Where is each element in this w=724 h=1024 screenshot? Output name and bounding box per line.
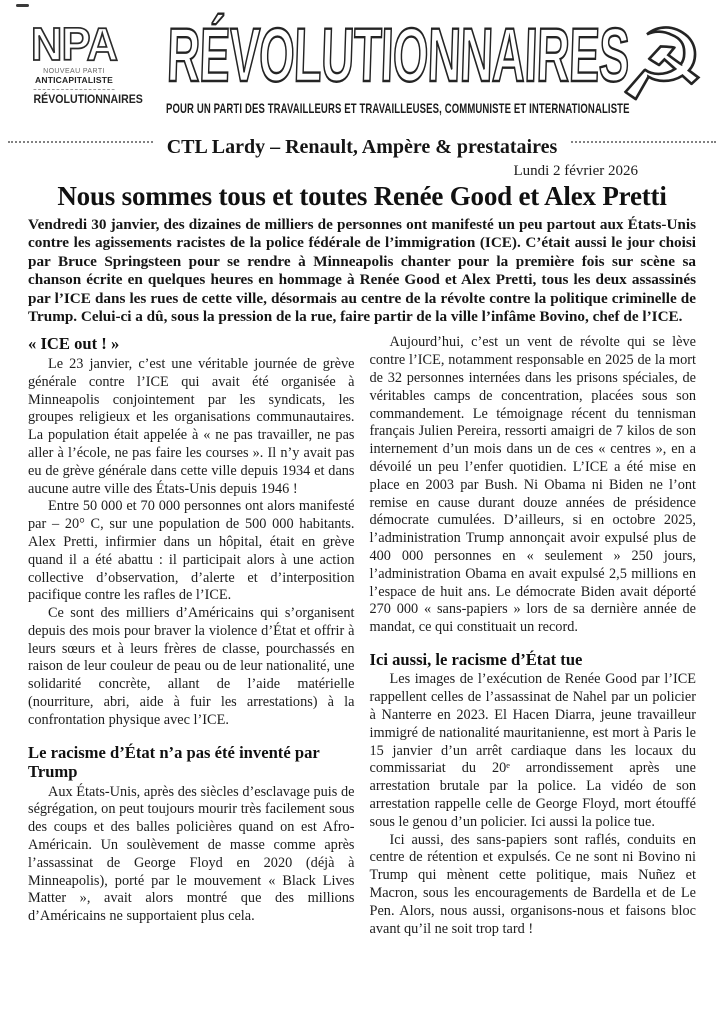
masthead [0,0,724,126]
body-paragraph: Aux États-Unis, après des siècles d’esclavage puis de ségrégation, on peut toujours mourir très facilement sous des coups et des balles policières quand on est Afro-Américain. Un soulèvement de masse comme après l’assassinat de George Floyd en 2020 (déjà à Minneapolis), porté par le mouvement « Black Lives Matter », avait alors montré que des millions d’Américains ne supportaient plus cela. [28,783,355,925]
npa-logo [28,18,143,107]
section-heading: Le racisme d’État n’a pas été inventé par Trump [28,742,320,782]
hammer-and-sickle-icon: ☭ [617,9,707,123]
body-paragraph: Ce sont des milliers d’Américains qui s’organisent depuis des mois pour braver la violence d’État et offrir à leurs sœurs et à leurs frères de classe, pourchassés en raison de leur couleur de peau ou de leur nationalité, une solidarité concrète, allant de l’aide matérielle (nourriture, abri, aide à fuir les arrestations) à la confrontation physique avec l’ICE. [28,605,355,728]
npa-logo-line3: RÉVOLUTIONNAIRES [34,89,115,106]
section-title-text: CTL Lardy – Renault, Ampère & prestataires [155,135,570,160]
right-column [370,334,697,938]
npa-logo-line2: ANTICAPITALISTE [35,75,113,86]
body-paragraph: Entre 50 000 et 70 000 personnes ont alors manifesté par – 20° C, sur une population de 500 000 habitants. Alex Pretti, infirmier dans un hôpital, était en grève quand il a été abattu : il participait alors à une action collective d’observation, d’alerte et d’interposition pacifique contre les rafles de l’ICE. [28,498,355,604]
scan-artifact-mark [16,4,29,7]
section-heading: « ICE out ! » [28,334,120,354]
date-line: Lundi 2 février 2026 [513,163,638,179]
body-paragraph: Les images de l’exécution de Renée Good par l’ICE rappellent celles de l’assassinat de Nahel par un policier à Nanterre en 2023. El Hacen Diarra, jeune travailleur immigré de nationalité mauritanienne, est mort à Paris le 15 janvier d’un arrêt cardiaque dans les locaux du commissariat du 20ᵉ arrondissement après une arrestation brutale par la police. La vidéo de son arrestation rappelle celle de George Floyd, mort étouffé sous le genou d’un policier. Ici aussi la police tue. [369,671,696,830]
body-columns [28,334,696,938]
masthead-subtitle: POUR UN PARTI DES TRAVAILLEURS ET TRAVAILLEUSES, COMMUNISTE ET INTERNATIONALISTE [166,99,630,116]
body-paragraph: Ici aussi, des sans-papiers sont raflés, conduits en centre de rétention et expulsés. Ce ne sont ni Bovino ni Trump qui mènent cette politique, mais Nuñez et Macron, sous les encouragements de Bardella et de Le Pen. Alors, nous aussi, organisons-nous et faisons bloc avant qu’il ne soit trop tard ! [369,831,696,937]
section-band [0,135,724,163]
body-paragraph: Le 23 janvier, c’est une véritable journée de grève générale contre l’ICE qui avait été organisée à Minneapolis conjointement par les syndicats, les groupes religieux et les organisations communautaires. La population était appelée à « ne pas travailler, ne pas aller à l’école, ne pas faire les courses ». Il n’y avait pas eu de grève générale dans cette ville depuis 1934 et dans aucune autre ville des États-Unis depuis 1946 ! [28,355,355,497]
page-headline: Nous sommes tous et toutes Renée Good et Alex Pretti [57,181,667,211]
left-column [28,334,355,938]
npa-logo-acronym: NPA [30,18,118,70]
npa-logo-line1: NOUVEAU PARTI [43,68,105,76]
masthead-center [165,13,631,116]
masthead-title: RÉVOLUTIONNAIRES [165,13,631,98]
section-title [0,135,724,160]
section-heading: Ici aussi, le racisme d’État tue [369,649,583,669]
body-paragraph: Aujourd’hui, c’est un vent de révolte qui se lève contre l’ICE, notamment responsable en 2025 de la mort de 32 personnes internées dans les prisons spéciales, de véritables camps de concentration, placées sous son commandement. Le témoignage récent du tennisman français Julien Pereira, ressorti amaigri de 7 kilos de son internement d’un mois dans un de ces « centres », en a dévoilé un peu l’enfer quotidien. L’ICE a été mise en place en 2003 par Bush. Ni Obama ni Biden ne l’ont remise en cause durant douze années de présidence démocrate cumulées. D’ailleurs, si en octobre 2025, l’administration Trump annonçait avoir expulsé plus de 400 000 personnes en « seulement » 250 jours, l’administration Obama en avait expulsé 2,5 millions en l’espace de huit ans. Le démocrate Biden avait déporté 270 000 « sans-papiers » lors de sa dernière année de mandat, ce qui constituait un record. [369,334,696,636]
lede-paragraph: Vendredi 30 janvier, des dizaines de milliers de personnes ont manifesté un peu partout aux États-Unis contre les agissements racistes de la police fédérale de l’immigration (ICE). C’était aussi le jour choisi par Bruce Springsteen pour se rendre à Minneapolis chanter pour la première fois sur scène sa chanson écrite en quelques heures en hommage à Renée Good et Alex Pretti, tous les deux assassinés par l’ICE dans les rues de cette ville, désormais au centre de la révolte contre la politique criminelle de Trump. Celui-ci a dû, sous la pression de la rue, faire partir de la ville l’infâme Bovino, chef de l’ICE. [28,216,696,326]
